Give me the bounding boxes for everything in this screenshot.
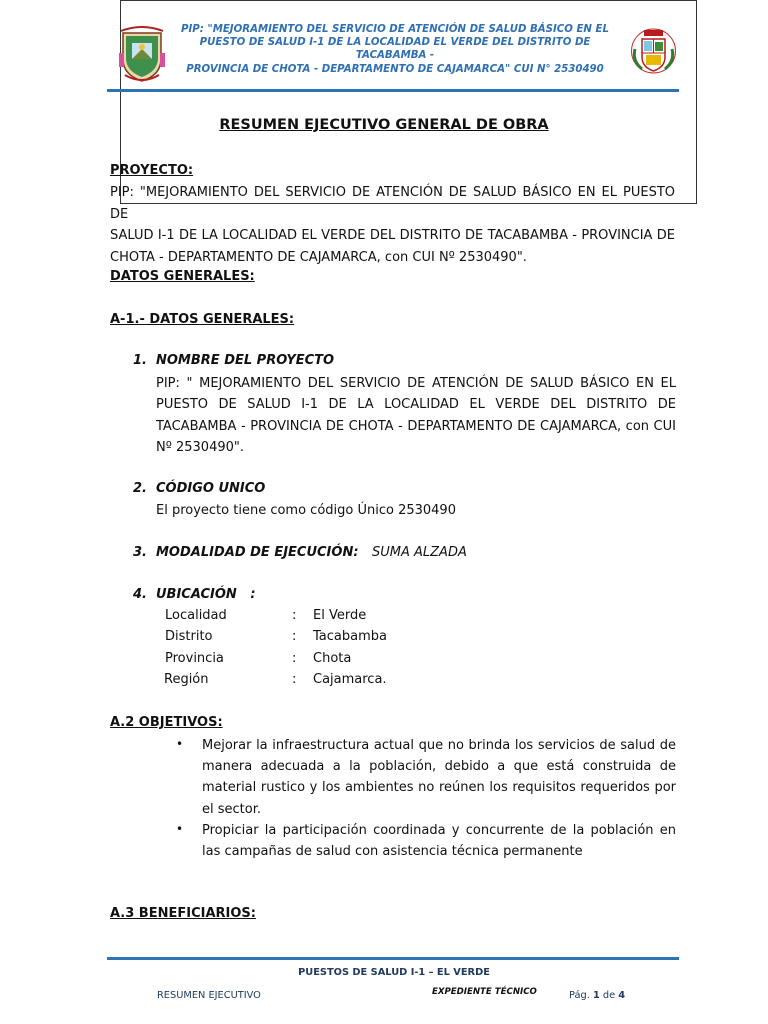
- objetivo-line: Mejorar la infraestructura actual que no brinda los servicios de salud de: [202, 738, 676, 753]
- footer-section-name: RESUMEN EJECUTIVO: [157, 990, 261, 1001]
- ubicacion-row-sep: :: [292, 629, 297, 644]
- item-number: 1.: [133, 353, 147, 368]
- page-total: 4: [618, 990, 626, 1001]
- codigo-text: El proyecto tiene como código Único 2530490: [156, 503, 456, 518]
- ubicacion-row-label: Provincia: [165, 651, 224, 666]
- page-of: de: [602, 990, 616, 1001]
- ubicacion-row-sep: :: [292, 651, 297, 666]
- objetivo-line: Propiciar la participación coordinada y concurrente de la población en: [202, 823, 676, 838]
- item-number: 2.: [133, 481, 147, 496]
- ubicacion-row-value: Cajamarca.: [313, 672, 387, 687]
- nombre-line: PIP: " MEJORAMIENTO DEL SERVICIO DE ATENCIÓN DE SALUD BÁSICO EN EL: [156, 376, 676, 391]
- municipal-crest-logo: [117, 25, 167, 83]
- nombre-description: [156, 373, 676, 458]
- proyecto-heading: PROYECTO:: [110, 163, 194, 178]
- header-line: PROVINCIA DE CHOTA - DEPARTAMENTO DE CAJAMARCA" CUI N° 2530490: [186, 63, 604, 75]
- datos-generales-heading: DATOS GENERALES:: [110, 269, 255, 284]
- ubicacion-row-value: El Verde: [313, 608, 367, 623]
- objetivos-heading: A.2 OBJETIVOS:: [110, 715, 223, 730]
- a1-heading: A-1.- DATOS GENERALES:: [110, 312, 295, 327]
- nombre-line: TACABAMBA - PROVINCIA DE CHOTA - DEPARTAMENTO DE CAJAMARCA, con CUI: [156, 418, 676, 434]
- ubicacion-label: UBICACIÓN :: [156, 587, 256, 602]
- ubicacion-row-sep: :: [292, 608, 297, 623]
- document-title: RESUMEN EJECUTIVO GENERAL DE OBRA: [219, 117, 549, 133]
- footer-page-number: [569, 990, 625, 1001]
- item-number: 3.: [133, 545, 147, 560]
- page-current: 1: [592, 990, 600, 1001]
- objetivo-line: el sector.: [202, 801, 261, 817]
- footer-document-type: EXPEDIENTE TÉCNICO: [432, 987, 537, 997]
- header-line: PIP: "MEJORAMIENTO DEL SERVICIO DE ATENCIÓN DE SALUD BÁSICO EN EL: [181, 24, 609, 35]
- ubicacion-row-sep: :: [292, 672, 297, 687]
- item-number: 4.: [133, 587, 147, 602]
- peru-coat-of-arms-logo: [630, 25, 677, 77]
- ubicacion-row-label: Región: [164, 672, 209, 687]
- modalidad-label: MODALIDAD DE EJECUCIÓN:: [156, 545, 359, 560]
- objetivo-item: [202, 735, 676, 820]
- bullet-icon: •: [176, 737, 184, 751]
- ubicacion-row-label: Localidad: [165, 608, 227, 623]
- proyecto-line: PIP: "MEJORAMIENTO DEL SERVICIO DE ATENCIÓN DE SALUD BÁSICO EN EL PUESTO DE: [110, 185, 675, 222]
- nombre-line: PUESTO DE SALUD I-1 DE LA LOCALIDAD EL VERDE DEL DISTRITO DE: [156, 397, 676, 413]
- nombre-line: Nº 2530490".: [156, 439, 244, 455]
- beneficiarios-heading: A.3 BENEFICIARIOS:: [110, 906, 256, 921]
- objetivo-line: material rustico y los ambientes no reúnen los requisitos requeridos por: [202, 780, 676, 796]
- nombre-label: NOMBRE DEL PROYECTO: [156, 353, 335, 368]
- ubicacion-row-value: Tacabamba: [313, 629, 387, 644]
- proyecto-description: [110, 182, 675, 268]
- proyecto-line: SALUD I-1 DE LA LOCALIDAD EL VERDE DEL DISTRITO DE TACABAMBA - PROVINCIA DE: [110, 228, 675, 243]
- header-line: PUESTO DE SALUD I-1 DE LA LOCALIDAD EL VERDE DEL DISTRITO DE TACABAMBA -: [199, 37, 591, 62]
- page-label: Pág.: [569, 990, 590, 1001]
- header-project-title: [165, 23, 625, 76]
- objetivo-line: las campañas de salud con asistencia técnica permanente: [202, 844, 583, 860]
- modalidad-value: SUMA ALZADA: [372, 545, 467, 560]
- objetivo-line: manera adecuada a la población, debido a que está construida de: [202, 759, 676, 775]
- header-divider: [107, 89, 679, 92]
- footer-divider: [107, 957, 679, 960]
- proyecto-line: CHOTA - DEPARTAMENTO DE CAJAMARCA, con CUI Nº 2530490".: [110, 249, 527, 265]
- codigo-label: CÓDIGO UNICO: [156, 481, 266, 496]
- ubicacion-row-value: Chota: [313, 651, 352, 666]
- objetivo-item: [202, 820, 676, 862]
- bullet-icon: •: [176, 822, 184, 836]
- footer-title: PUESTOS DE SALUD I-1 – EL VERDE: [298, 967, 490, 978]
- ubicacion-row-label: Distrito: [165, 629, 213, 644]
